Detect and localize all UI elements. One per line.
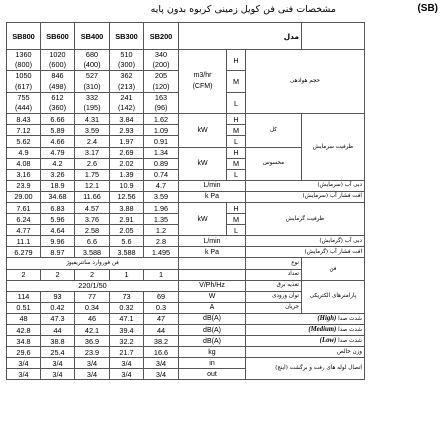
current-value: 0.51: [7, 302, 41, 313]
pipe-out-value: 3/4: [7, 369, 41, 380]
pipe-in-value: 3/4: [110, 358, 144, 369]
heating-value: 2.91: [110, 214, 144, 225]
noise-unit: dB(A): [179, 336, 246, 347]
noise-level-tag: (Medium): [308, 326, 337, 334]
table-row: [7, 236, 365, 247]
heating-pressure-drop-label: افت فشار آب (گرمایش): [246, 247, 365, 258]
cooling-value: 6.66: [41, 114, 75, 125]
blank-cell: [179, 258, 246, 269]
cooling-value: 4.7: [144, 180, 179, 191]
airflow-value: 680 (400): [75, 50, 110, 71]
power-value: 69: [144, 291, 179, 302]
heating-value: 1.2: [144, 225, 179, 236]
cooling-pressure-drop-label: افت فشار آب (سرمایش): [246, 191, 365, 202]
speed-label: H: [227, 114, 246, 125]
table-row: [7, 247, 365, 258]
heating-pressure-drop-unit: k Pa: [179, 247, 246, 258]
speed-label: L: [227, 225, 246, 236]
airflow-value: 362 (213): [110, 71, 144, 92]
speed-label: M: [227, 71, 246, 92]
heating-value: 7.61: [7, 202, 41, 213]
fan-count-label: تعداد: [246, 269, 302, 280]
cooling-value: 23.9: [7, 180, 41, 191]
speed-label: L: [227, 169, 246, 180]
weight-value: 23.9: [75, 347, 110, 358]
heating-value: 6.83: [41, 202, 75, 213]
heating-value: 5.6: [110, 236, 144, 247]
noise-level-text: شدت صدا: [338, 338, 362, 345]
fan-label: فن: [302, 258, 365, 280]
weight-value: 21.7: [110, 347, 144, 358]
cooling-value: 0.91: [144, 136, 179, 147]
weight-value: 29.6: [7, 347, 41, 358]
cooling-value: 1.97: [110, 136, 144, 147]
cooling-value: 3.17: [75, 147, 110, 158]
cooling-value: 10.9: [110, 180, 144, 191]
model-header: SB200: [144, 23, 179, 50]
heating-value: 3.588: [75, 247, 110, 258]
heating-value: 3.76: [75, 214, 110, 225]
weight-label: وزن خالص: [246, 347, 365, 358]
cooling-value: 12.56: [110, 191, 144, 202]
power-label: توان ورودی: [246, 291, 302, 302]
fan-count-value: 1: [110, 269, 144, 280]
airflow-value: 163 (96): [144, 92, 179, 113]
fan-type-label: نوع: [246, 258, 302, 269]
cooling-value: 7.12: [7, 125, 41, 136]
heating-value: 2.05: [110, 225, 144, 236]
noise-unit: dB(A): [179, 325, 246, 336]
supply-label: تغذیه برق: [246, 280, 302, 291]
noise-medium-label: [246, 325, 365, 336]
fan-count-value: 2: [41, 269, 75, 280]
heating-value: 5.96: [41, 214, 75, 225]
current-unit: A: [179, 302, 246, 313]
page-title: مشخصات فنی فن کویل زمینی کربوه بدون پایه: [150, 4, 336, 15]
airflow-value: 1020 (600): [41, 50, 75, 71]
current-value: 0.3: [144, 302, 179, 313]
heating-value: 1.35: [144, 214, 179, 225]
table-row: [7, 280, 365, 291]
noise-low-label: [246, 336, 365, 347]
noise-value: 47: [144, 313, 179, 324]
cooling-value: 29.00: [7, 191, 41, 202]
cooling-value: 4.31: [75, 114, 110, 125]
cooling-value: 2.93: [110, 125, 144, 136]
airflow-label: حجم هوادهی: [246, 50, 365, 114]
speed-label: L: [227, 136, 246, 147]
cooling-value: 4.66: [41, 136, 75, 147]
power-value: 93: [41, 291, 75, 302]
heating-value: 3.588: [110, 247, 144, 258]
model-label: مدل: [179, 23, 302, 50]
cooling-value: 3.84: [110, 114, 144, 125]
airflow-unit: m3/hr (CFM): [179, 50, 227, 114]
pipe-in-value: 3/4: [41, 358, 75, 369]
pipe-in-value: 3/4: [75, 358, 110, 369]
cooling-unit: kW: [179, 147, 227, 180]
speed-label: H: [227, 202, 246, 213]
cooling-value: 4.08: [7, 158, 41, 169]
weight-unit: kg: [179, 347, 246, 358]
heating-label: ظرفیت گرمایش: [246, 202, 365, 235]
spec-table: [6, 22, 365, 380]
noise-value: 44: [144, 325, 179, 336]
airflow-value: 1050 (617): [7, 71, 41, 92]
cooling-value: 3.16: [7, 169, 41, 180]
noise-value: 39.4: [110, 325, 144, 336]
cooling-unit: kW: [179, 114, 227, 147]
noise-level-tag: (High): [317, 314, 337, 322]
pipe-out-value: 3/4: [144, 369, 179, 380]
cooling-value: 2.69: [110, 147, 144, 158]
pipe-in-value: 3/4: [7, 358, 41, 369]
noise-value: 46: [75, 313, 110, 324]
power-value: 73: [110, 291, 144, 302]
speed-label: M: [227, 125, 246, 136]
heating-value: 11.1: [7, 236, 41, 247]
airflow-value: 527 (310): [75, 71, 110, 92]
pipe-label: اتصال لوله های رفت و برگشت (اینچ): [246, 358, 365, 380]
power-value: 77: [75, 291, 110, 302]
cooling-value: 2.4: [75, 136, 110, 147]
heating-value: 6.279: [7, 247, 41, 258]
noise-value: 32.2: [110, 336, 144, 347]
cooling-value: 1.75: [75, 169, 110, 180]
heating-value: 6.24: [7, 214, 41, 225]
table-row: [7, 23, 365, 50]
weight-value: 25.4: [41, 347, 75, 358]
noise-value: 34.8: [7, 336, 41, 347]
table-row: [7, 202, 365, 213]
noise-level-text: شدت صدا: [338, 315, 362, 322]
current-value: 0.42: [41, 302, 75, 313]
cooling-value: 0.89: [144, 158, 179, 169]
noise-value: 36.9: [75, 336, 110, 347]
noise-value: 47.3: [41, 313, 75, 324]
heating-water-flow-label: دبی آب (گرمایش): [246, 236, 365, 247]
pipe-out-value: 3/4: [41, 369, 75, 380]
supply-unit: V/Ph/Hz: [179, 280, 246, 291]
pipe-out-value: 3/4: [75, 369, 110, 380]
noise-value: 42.1: [75, 325, 110, 336]
cooling-value: 3.26: [41, 169, 75, 180]
heating-value: 1.96: [144, 202, 179, 213]
fan-type-value: فن فوروارد سانتریفیوژ: [7, 258, 179, 269]
cooling-value: 3.59: [75, 125, 110, 136]
cooling-label: ظرفیت سرمایش: [302, 114, 365, 181]
current-value: 0.34: [75, 302, 110, 313]
blank-cell: [179, 269, 246, 280]
power-unit: W: [179, 291, 246, 302]
table-row: [7, 347, 365, 358]
noise-value: 42.8: [7, 325, 41, 336]
noise-value: 47.1: [110, 313, 144, 324]
fan-count-value: 2: [75, 269, 110, 280]
table-row: [7, 325, 365, 336]
heating-value: 6.6: [75, 236, 110, 247]
airflow-value: 755 (444): [7, 92, 41, 113]
model-header: SB400: [75, 23, 110, 50]
model-header: SB600: [41, 23, 75, 50]
airflow-value: 241 (142): [110, 92, 144, 113]
cooling-water-flow-label: دبی آب (سرمایش): [246, 180, 365, 191]
heating-value: 4.57: [75, 202, 110, 213]
cooling-value: 18.9: [41, 180, 75, 191]
heating-water-flow-unit: L/min: [179, 236, 246, 247]
heating-unit: kW: [179, 202, 227, 235]
series-code: (SB): [417, 3, 438, 14]
heating-value: 4.77: [7, 225, 41, 236]
weight-value: 16.6: [144, 347, 179, 358]
fan-count-value: 2: [7, 269, 41, 280]
noise-value: 38.8: [41, 336, 75, 347]
cooling-value: 3.59: [144, 191, 179, 202]
cooling-value: 2.6: [75, 158, 110, 169]
heating-value: 2.8: [144, 236, 179, 247]
speed-label: M: [227, 158, 246, 169]
airflow-value: 332 (195): [75, 92, 110, 113]
cooling-value: 1.62: [144, 114, 179, 125]
noise-high-label: [246, 313, 365, 324]
heating-value: 1.495: [144, 247, 179, 258]
cooling-value: 0.74: [144, 169, 179, 180]
title-bar: [0, 0, 446, 22]
model-header: SB300: [110, 23, 144, 50]
speed-label: L: [227, 92, 246, 113]
table-row: [7, 180, 365, 191]
cooling-pressure-drop-unit: k Pa: [179, 191, 246, 202]
table-row: [7, 358, 365, 369]
pipe-in-unit: in: [179, 358, 246, 369]
pipe-out-unit: out: [179, 369, 246, 380]
heating-value: 4.64: [41, 225, 75, 236]
noise-value: 48: [7, 313, 41, 324]
airflow-value: 846 (498): [41, 71, 75, 92]
heating-value: 2.58: [75, 225, 110, 236]
cooling-value: 8.43: [7, 114, 41, 125]
cooling-value: 4.9: [7, 147, 41, 158]
cooling-value: 1.09: [144, 125, 179, 136]
noise-level-tag: (Low): [319, 337, 337, 345]
fan-count-value: 1: [144, 269, 179, 280]
pipe-out-value: 3/4: [110, 369, 144, 380]
cooling-value: 1.39: [110, 169, 144, 180]
airflow-value: 612 (360): [41, 92, 75, 113]
current-value: 0.32: [110, 302, 144, 313]
heating-value: 3.88: [110, 202, 144, 213]
cooling-value: 4.2: [41, 158, 75, 169]
header-blank: [302, 23, 365, 50]
model-header: SB800: [7, 23, 41, 50]
airflow-value: 510 (300): [110, 50, 144, 71]
speed-label: H: [227, 50, 246, 71]
cooling-value: 2.02: [110, 158, 144, 169]
cooling-sub-label: محسوس: [246, 147, 302, 180]
noise-unit: dB(A): [179, 313, 246, 324]
table-row: [7, 258, 365, 269]
table-row: [7, 50, 365, 71]
cooling-value: 11.66: [75, 191, 110, 202]
airflow-value: 340 (200): [144, 50, 179, 71]
cooling-value: 1.34: [144, 147, 179, 158]
table-row: [7, 191, 365, 202]
supply-value: 220/1/50: [7, 280, 179, 291]
heating-value: 9.96: [41, 236, 75, 247]
pipe-in-value: 3/4: [144, 358, 179, 369]
cooling-value: 4.79: [41, 147, 75, 158]
cooling-value: 5.89: [41, 125, 75, 136]
cooling-value: 5.62: [7, 136, 41, 147]
noise-value: 38.2: [144, 336, 179, 347]
noise-level-text: شدت صدا: [338, 327, 362, 334]
cooling-value: 34.68: [41, 191, 75, 202]
table-row: [7, 313, 365, 324]
electrical-label: پارامترهای الکتریکی: [302, 280, 365, 313]
cooling-sub-label: کل: [246, 114, 302, 147]
table-row: [7, 336, 365, 347]
cooling-value: 12.1: [75, 180, 110, 191]
noise-value: 44: [41, 325, 75, 336]
heating-value: 8.97: [41, 247, 75, 258]
speed-label: M: [227, 214, 246, 225]
cooling-water-flow-unit: L/min: [179, 180, 246, 191]
table-row: [7, 114, 365, 125]
speed-label: H: [227, 147, 246, 158]
current-label: جریان: [246, 302, 302, 313]
power-value: 114: [7, 291, 41, 302]
airflow-value: 205 (120): [144, 71, 179, 92]
airflow-value: 1360 (800): [7, 50, 41, 71]
